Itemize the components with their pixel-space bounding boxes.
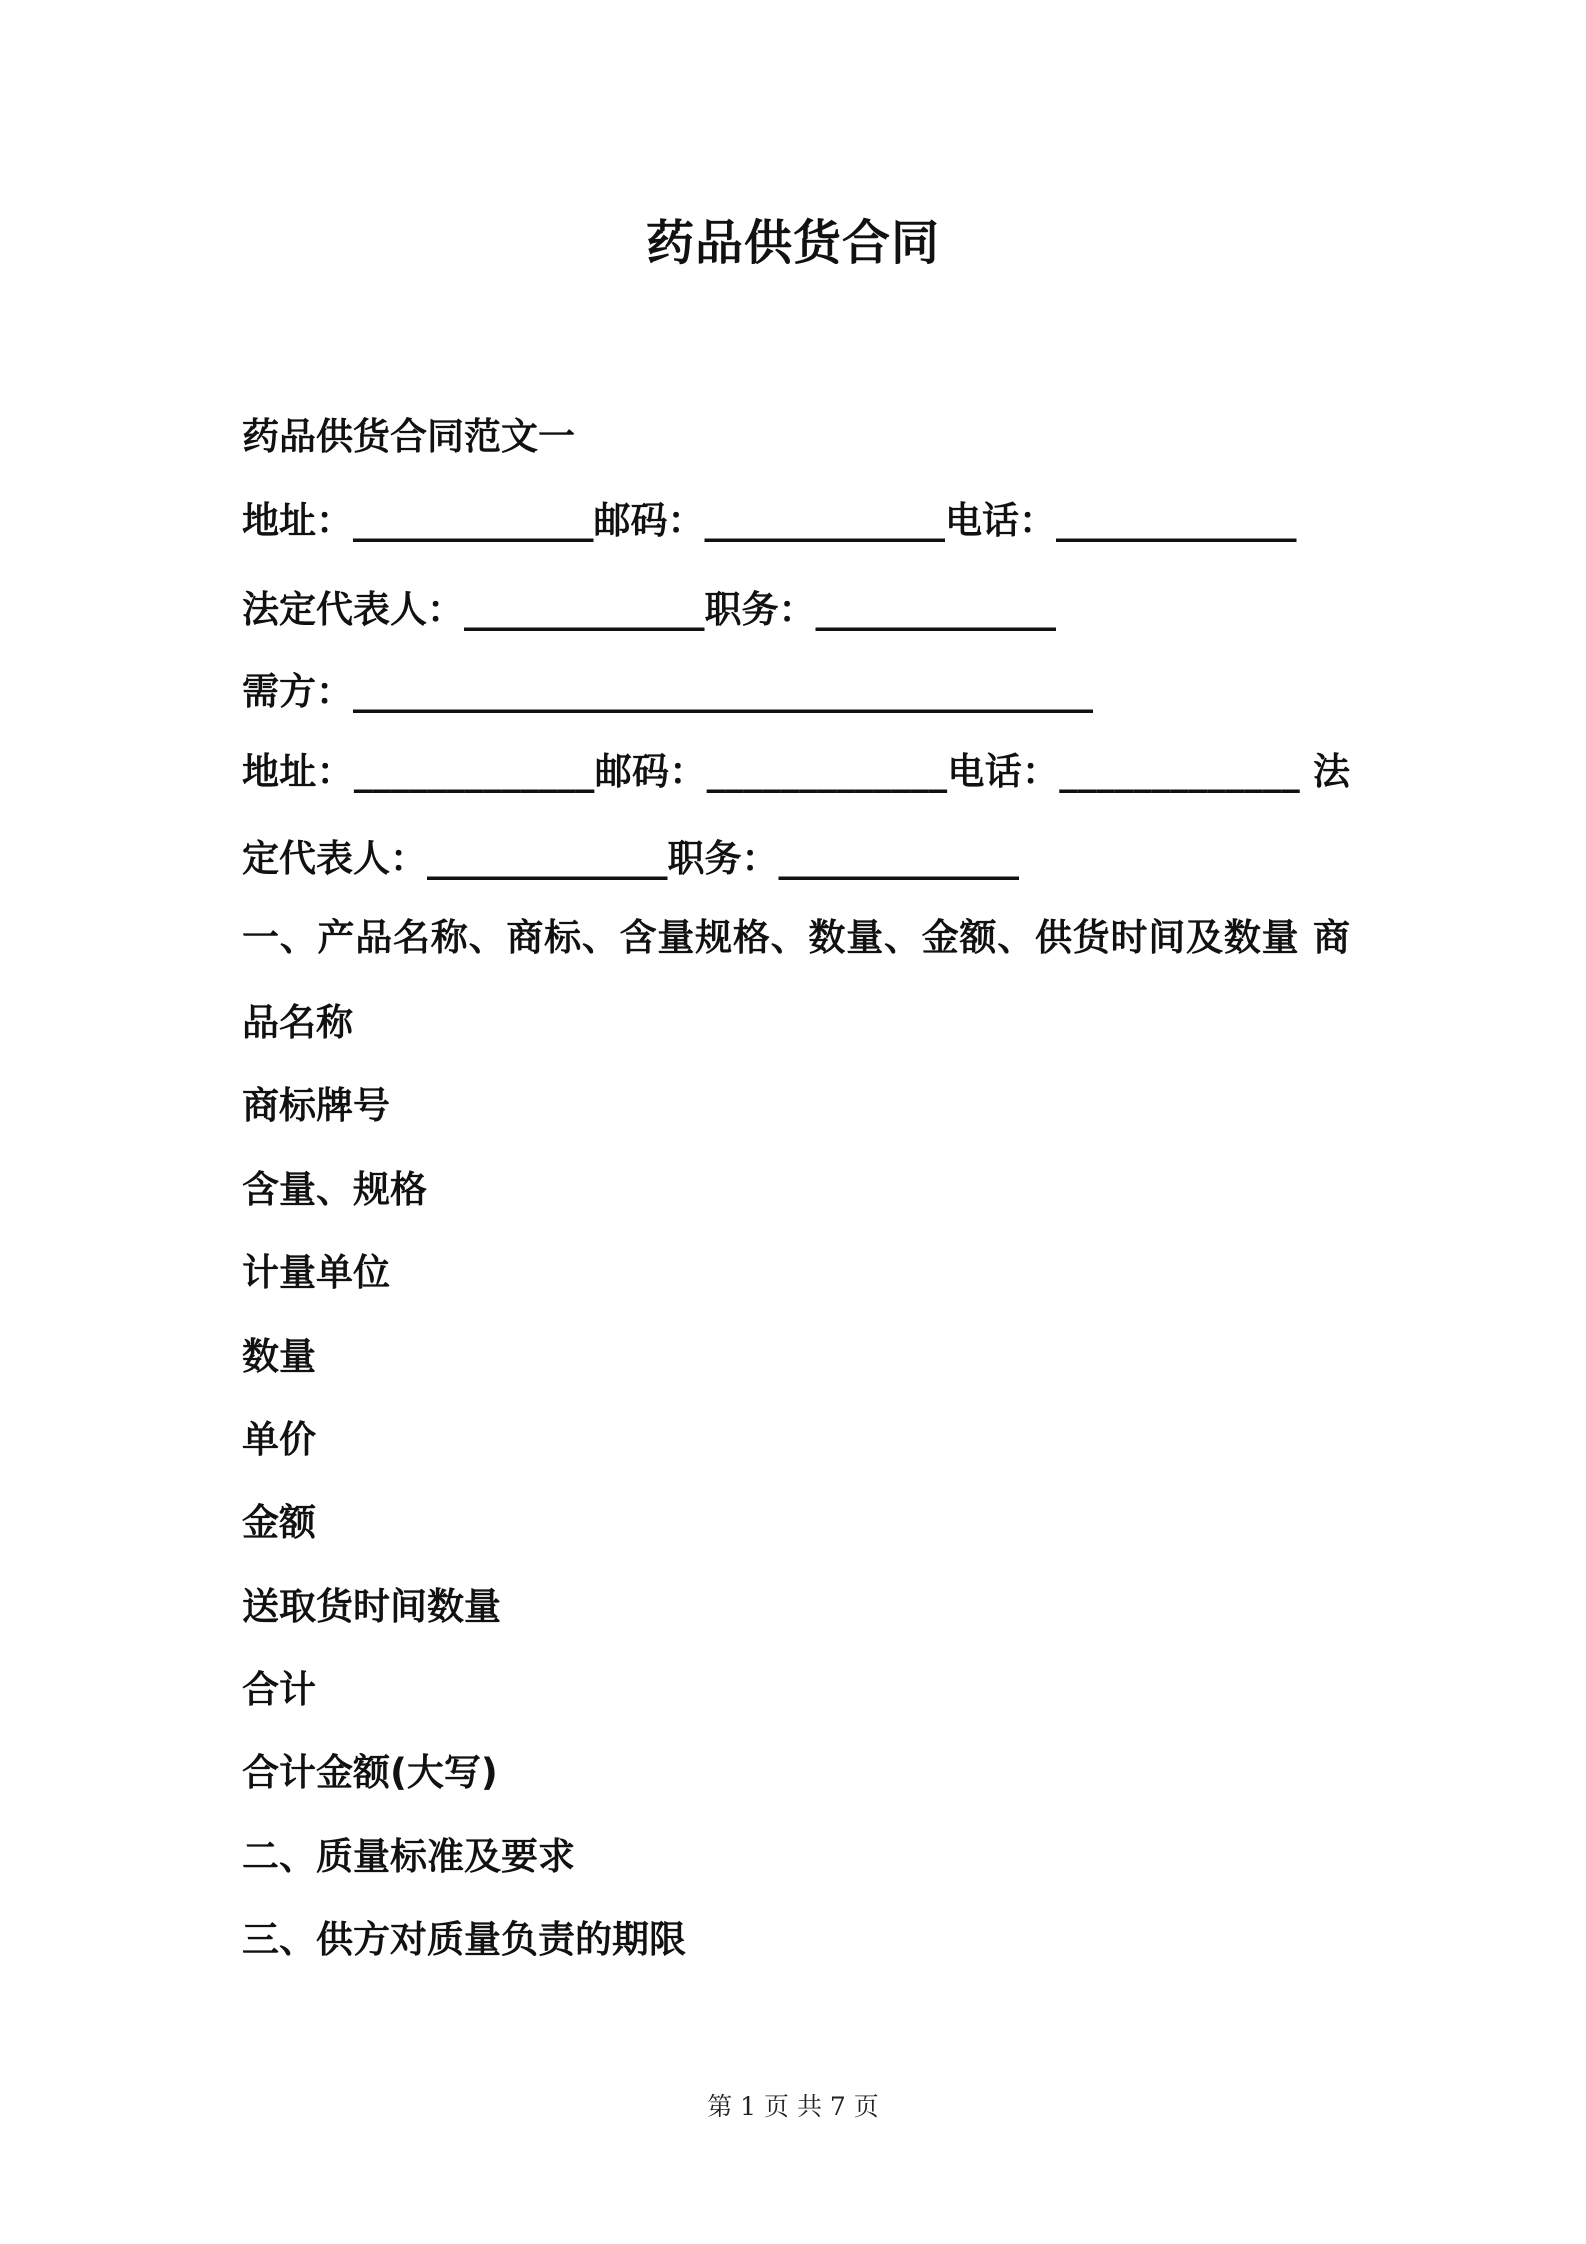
list-item: 品名称: [242, 1001, 353, 1044]
supplier-representative-line: 法定代表人：_____________职务：_____________: [242, 588, 1056, 631]
list-item: 合计: [242, 1668, 316, 1711]
buyer-address-line: 地址：_____________邮码：_____________电话：_____________ 法: [242, 750, 1350, 793]
supplier-address-line: 地址：_____________邮码：_____________电话：_____________: [242, 499, 1297, 542]
list-item: 合计金额(大写): [242, 1751, 498, 1794]
page-footer: 第 1 页 共 7 页: [707, 2092, 879, 2121]
buyer-representative-line: 定代表人：_____________职务：_____________: [242, 837, 1019, 880]
section-two-heading: 二、质量标准及要求: [242, 1835, 575, 1878]
list-item: 金额: [242, 1501, 316, 1544]
list-item: 送取货时间数量: [242, 1585, 501, 1628]
section-one-heading: 一、产品名称、商标、含量规格、数量、金额、供货时间及数量 商: [242, 916, 1350, 959]
list-item: 计量单位: [242, 1251, 390, 1294]
contract-subtitle: 药品供货合同范文一: [242, 415, 575, 458]
list-item: 含量、规格: [242, 1168, 427, 1211]
list-item: 数量: [242, 1335, 316, 1378]
buyer-line: 需方：________________________________________: [242, 670, 1093, 713]
section-three-heading: 三、供方对质量负责的期限: [242, 1918, 686, 1961]
document-title: 药品供货合同: [645, 215, 940, 271]
list-item: 单价: [242, 1418, 316, 1461]
list-item: 商标牌号: [242, 1084, 390, 1127]
